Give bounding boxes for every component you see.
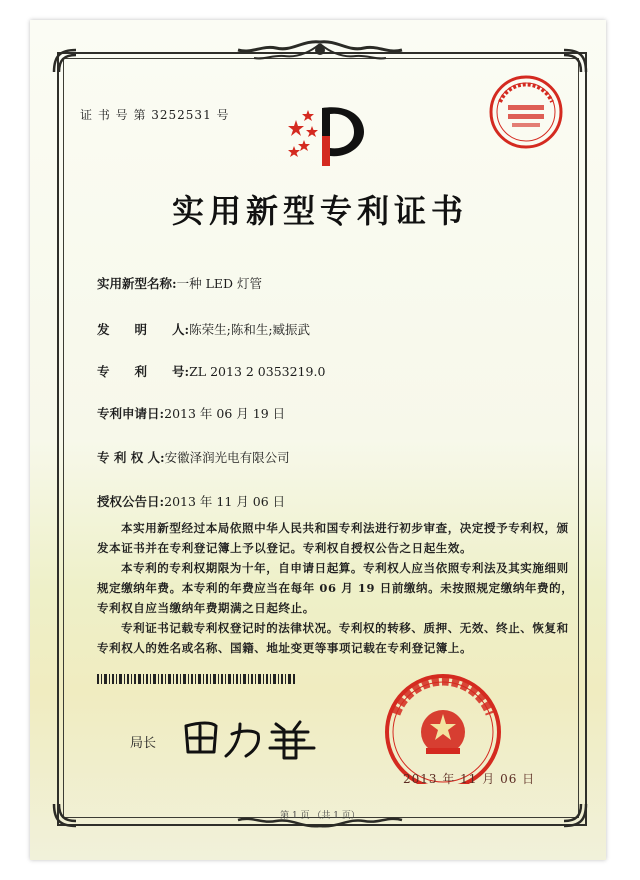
field-value: 一种 LED 灯管 [176,276,263,291]
field-label: 专利申请日: [97,406,165,421]
field-label: 发 明 人: [97,322,190,337]
field-application-date [97,404,285,422]
paragraph-grant: 本实用新型经过本局依照中华人民共和国专利法进行初步审查，决定授予专利权，颁发本证书并在专利登记簿上予以登记。专利权自授权公告之日起生效。 [97,521,569,555]
seal-date: 2013 年 11 月 06 日 [403,772,536,786]
corner-ornament-icon [50,46,80,76]
field-label: 实用新型名称: [97,276,177,291]
certificate-title: 实用新型专利证书 [171,192,468,230]
field-label: 授权公告日: [97,494,165,509]
certificate-number: 证 书 号 第 3252531 号 [80,108,230,122]
paragraph-term: 本专利的专利权期限为十年，自申请日起算。专利权人应当依照专利法及其实施细则规定缴纳年费。本专利的年费应当在每年 06 月 19 日前缴纳。未按照规定缴纳年费的，专利权自应当缴纳年费期满之日起终止。 [97,561,574,615]
barcode-icon [97,674,297,684]
agency-stamp-icon [486,72,566,152]
paragraph-legal-status: 专利证书记载专利权登记时的法律状况。专利权的转移、质押、无效、终止、恢复和专利权人的姓名或名称、国籍、地址变更等事项记载在专利登记簿上。 [97,621,569,655]
field-value: ZL 2013 2 0353219.0 [189,364,326,379]
official-seal-icon [368,668,518,784]
field-label: 专 利 权 人: [97,450,165,465]
field-label: 专 利 号: [97,364,190,379]
director-title: 局长 [130,736,157,751]
field-grant-date [97,492,285,510]
field-patent-number [97,362,325,380]
page-number: 第 1 页 （共 1 页） [280,811,360,821]
field-utility-model-name [97,274,262,292]
patent-office-emblem-icon [282,100,372,172]
field-inventors [97,320,310,338]
field-value: 2013 年 11 月 06 日 [164,494,286,509]
field-patentee [97,448,290,466]
director-signature-icon [180,712,330,762]
top-ornament-icon [232,38,408,64]
field-value: 陈荣生;陈和生;臧振武 [189,322,311,337]
field-value: 2013 年 06 月 19 日 [164,406,286,421]
field-value: 安徽泽润光电有限公司 [164,450,290,465]
